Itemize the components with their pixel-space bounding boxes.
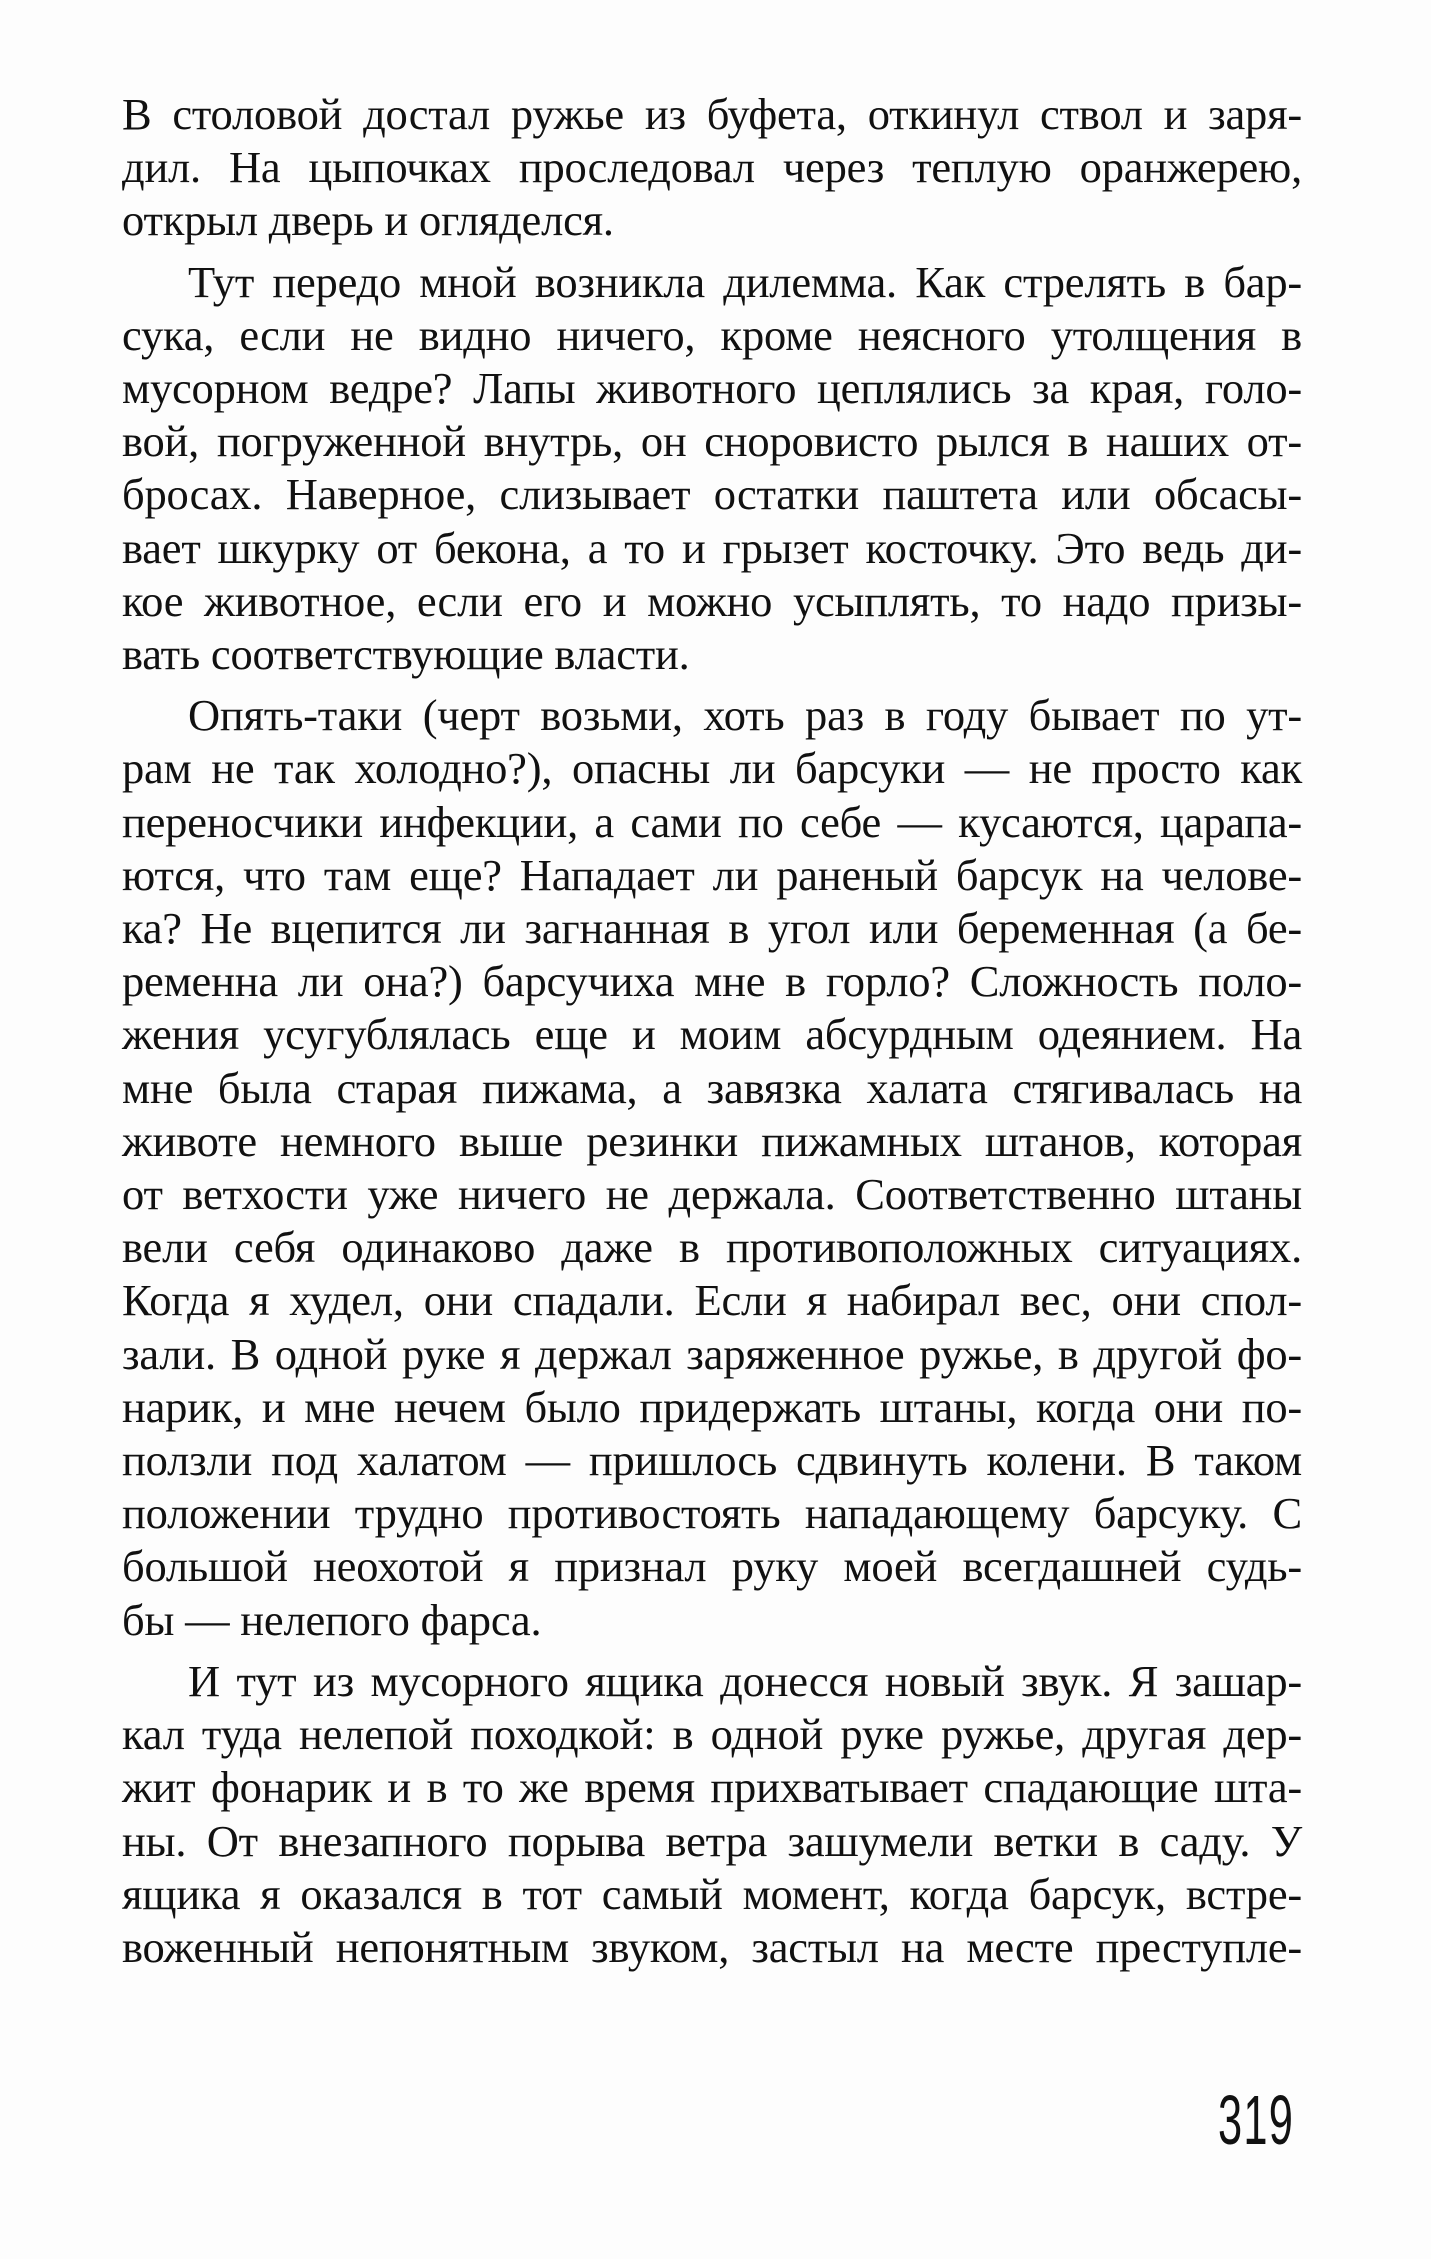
text-line: вой, погруженной внутрь, он сноровисто рылся в наших от- — [122, 416, 1302, 467]
text-line: положении трудно противостоять нападающему барсуку. С — [122, 1488, 1302, 1539]
text-line: открыл дверь и огляделся. — [122, 195, 614, 246]
text-line: переносчики инфекции, а сами по себе — кусаются, царапа- — [122, 796, 1302, 847]
text-line: кал туда нелепой походкой: в одной руке ружье, другая дер- — [122, 1709, 1302, 1760]
text-line: большой неохотой я признал руку моей всегдашней судь- — [122, 1541, 1302, 1592]
text-line: ка? Не вцепится ли загнанная в угол или беременная (а бе- — [122, 903, 1302, 954]
body-text — [122, 88, 1302, 1974]
text-line: нарик, и мне нечем было придержать штаны, когда они по- — [122, 1381, 1302, 1432]
text-line: ются, что там еще? Нападает ли раненый барсук на челове- — [122, 849, 1302, 900]
text-line: жения усугублялась еще и моим абсурдным одеянием. На — [122, 1009, 1302, 1060]
text-line: В столовой достал ружье из буфета, откинул ствол и заря- — [122, 89, 1302, 139]
paragraph-gap — [122, 681, 1302, 689]
text-line: Когда я худел, они спадали. Если я набирал вес, они спол- — [122, 1275, 1302, 1326]
text-line: мусорном ведре? Лапы животного цеплялись за края, голо- — [122, 363, 1302, 414]
text-line: ползли под халатом — пришлось сдвинуть колени. В таком — [122, 1435, 1302, 1486]
text-line: вели себя одинаково даже в противоположных ситуациях. — [122, 1222, 1302, 1273]
text-line: вать соответствующие власти. — [122, 629, 690, 680]
text-line: от ветхости уже ничего не держала. Соответственно штаны — [122, 1169, 1302, 1220]
text-line: жит фонарик и в то же время прихватывает спадающие шта- — [122, 1762, 1302, 1813]
text-line: вает шкурку от бекона, а то и грызет косточку. Это ведь ди- — [122, 522, 1302, 573]
text-line: рам не так холодно?), опасны ли барсуки — не просто как — [122, 743, 1302, 794]
paragraph-gap — [122, 1647, 1302, 1655]
text-line: Опять-таки (черт возьми, хоть раз в году бывает по ут- — [188, 690, 1302, 741]
text-line: ны. От внезапного порыва ветра зашумели ветки в саду. У — [122, 1815, 1302, 1866]
paragraph — [122, 88, 1302, 248]
text-line: мне была старая пижама, а завязка халата стягивалась на — [122, 1062, 1302, 1113]
text-line: Тут передо мной возникла дилемма. Как стрелять в бар- — [188, 256, 1302, 307]
text-line: дил. На цыпочках проследовал через теплую оранжерею, — [122, 142, 1302, 193]
page-number: 319 — [1218, 2081, 1295, 2159]
text-line: зали. В одной руке я держал заряженное ружье, в другой фо- — [122, 1328, 1302, 1379]
text-line: сука, если не видно ничего, кроме неясного утолщения в — [122, 309, 1302, 360]
text-line: бросах. Наверное, слизывает остатки паштета или обсасы- — [122, 469, 1302, 520]
text-line: животе немного выше резинки пижамных штанов, которая — [122, 1115, 1302, 1166]
paragraph — [122, 689, 1302, 1647]
text-line: ременна ли она?) барсучиха мне в горло? Сложность поло- — [122, 956, 1302, 1007]
paragraph — [122, 256, 1302, 682]
text-line: ящика я оказался в тот самый момент, когда барсук, встре- — [122, 1868, 1302, 1919]
text-line: бы — нелепого фарса. — [122, 1594, 542, 1645]
paragraph-gap — [122, 248, 1302, 256]
text-line: И тут из мусорного ящика донесся новый звук. Я зашар- — [188, 1655, 1302, 1706]
text-line: воженный непонятным звуком, застыл на месте преступле- — [122, 1921, 1302, 1972]
paragraph — [122, 1655, 1302, 1974]
text-line: кое животное, если его и можно усыплять, то надо призы- — [122, 575, 1302, 626]
